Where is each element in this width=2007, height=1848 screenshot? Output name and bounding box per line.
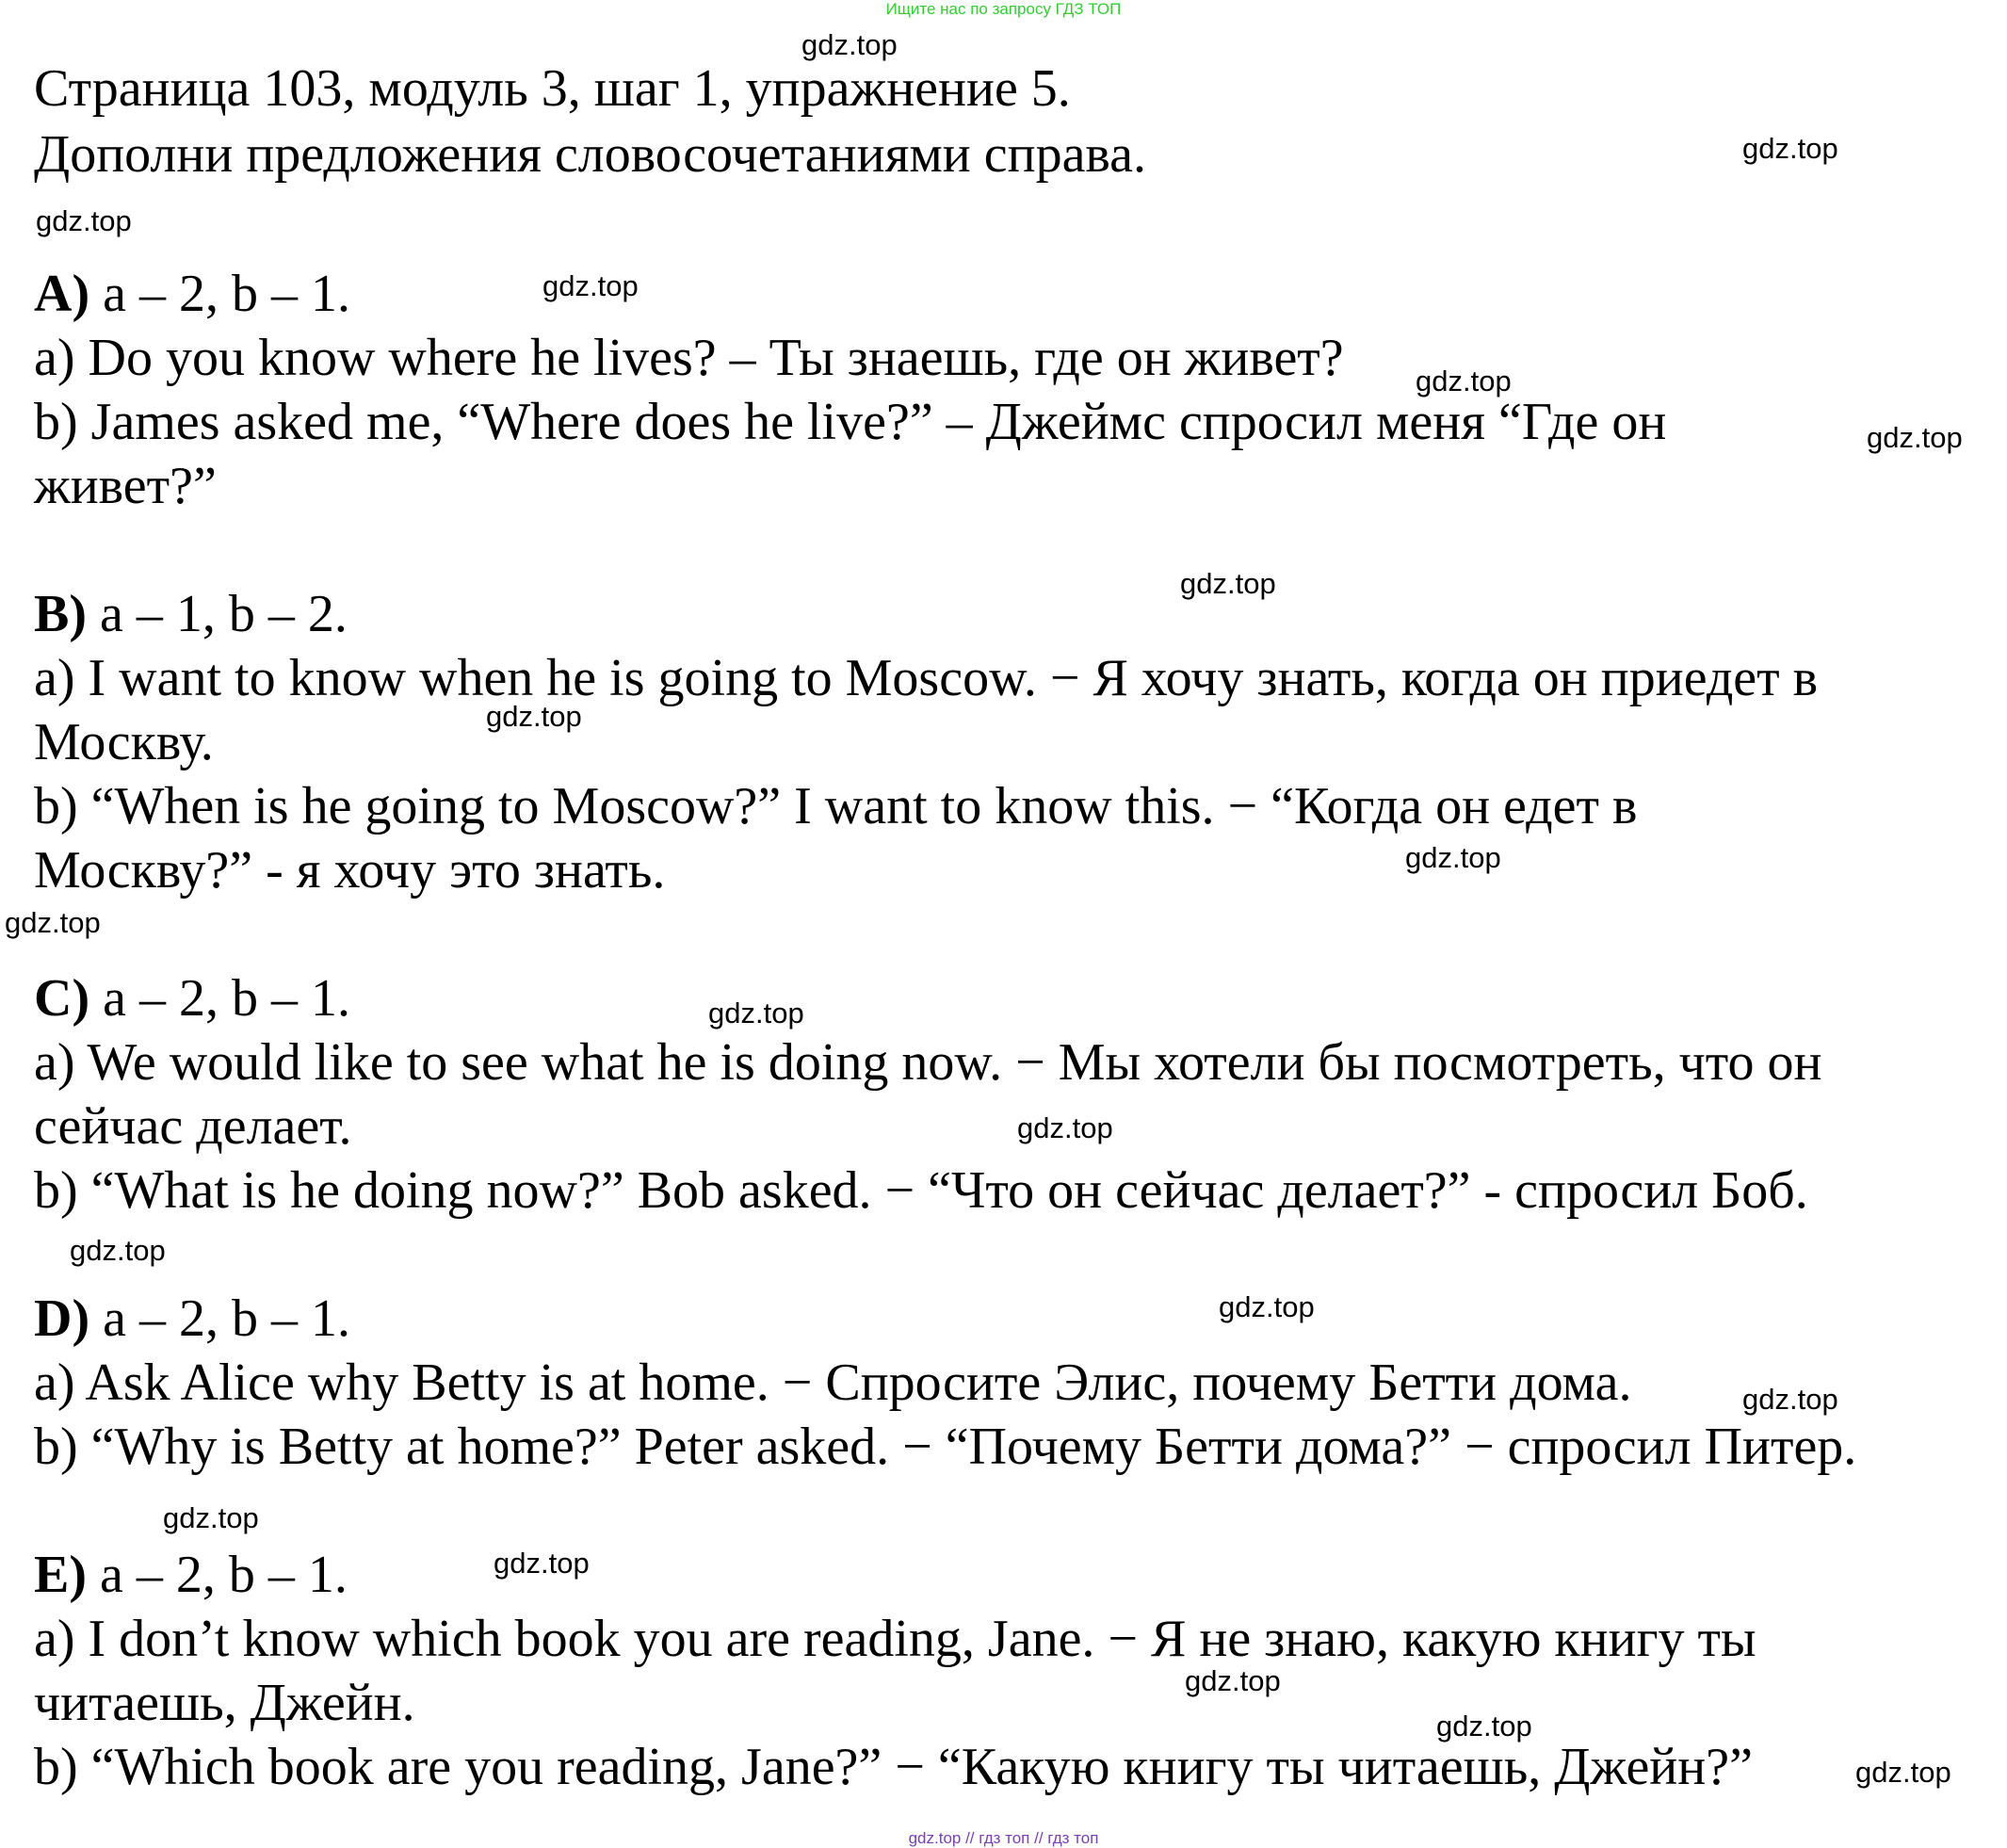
section-c-answer — [34, 968, 350, 1029]
watermark: gdz.top — [1867, 421, 1963, 454]
answer-key: a – 2, b – 1. — [103, 265, 350, 323]
section-line: b) “When is he going to Moscow?” I want to know this. − “Когда он едет в — [34, 777, 1638, 835]
section-line: Москву?” - я хочу это знать. — [34, 841, 666, 900]
bottom-banner: gdz.top // гдз топ // гдз топ — [908, 1829, 1099, 1847]
section-line: Москву. — [34, 713, 214, 771]
page-title: Страница 103, модуль 3, шаг 1, упражнение 5. — [34, 59, 1071, 118]
section-line: a) Ask Alice why Betty is at home. − Спросите Элис, почему Бетти дома. — [34, 1354, 1632, 1412]
section-line: b) “Which book are you reading, Jane?” − “Какую книгу ты читаешь, Джейн?” — [34, 1738, 1753, 1796]
section-line: a) I don’t know which book you are reading, Jane. − Я не знаю, какую книгу ты — [34, 1610, 1756, 1668]
section-letter: E) — [34, 1546, 87, 1604]
section-line: a) We would like to see what he is doing now. − Мы хотели бы посмотреть, что он — [34, 1033, 1822, 1092]
watermark: gdz.top — [542, 269, 639, 302]
answer-key: a – 2, b – 1. — [103, 969, 350, 1028]
watermark: gdz.top — [801, 28, 898, 61]
section-letter: B) — [34, 585, 87, 643]
watermark: gdz.top — [1436, 1710, 1532, 1743]
watermark: gdz.top — [1416, 365, 1512, 397]
watermark: gdz.top — [1742, 132, 1838, 165]
watermark: gdz.top — [163, 1501, 259, 1534]
section-line: читаешь, Джейн. — [34, 1674, 415, 1732]
watermark: gdz.top — [1219, 1290, 1315, 1323]
section-e-answer — [34, 1545, 348, 1605]
section-line: b) “Why is Betty at home?” Peter asked. − “Почему Бетти дома?” − спросил Питер. — [34, 1418, 1857, 1476]
section-line: a) Do you know where he lives? – Ты знаешь, где он живет? — [34, 329, 1344, 387]
section-line: живет?” — [34, 457, 217, 515]
section-line: a) I want to know when he is going to Moscow. − Я хочу знать, когда он приедет в — [34, 649, 1819, 707]
watermark: gdz.top — [1855, 1756, 1951, 1789]
watermark: gdz.top — [1180, 567, 1276, 600]
watermark: gdz.top — [1405, 841, 1501, 874]
section-line: сейчас делает. — [34, 1097, 352, 1156]
watermark: gdz.top — [494, 1547, 590, 1580]
answer-key: a – 1, b – 2. — [100, 585, 348, 643]
section-line: b) “What is he doing now?” Bob asked. − “Что он сейчас делает?” - спросил Боб. — [34, 1161, 1808, 1220]
section-a-answer — [34, 264, 350, 324]
watermark: gdz.top — [70, 1234, 166, 1267]
section-letter: A) — [34, 265, 90, 323]
section-line: b) James asked me, “Where does he live?” – Джеймс спросил меня “Где он — [34, 393, 1667, 451]
section-b-answer — [34, 584, 348, 644]
watermark: gdz.top — [1742, 1383, 1838, 1416]
watermark: gdz.top — [36, 204, 132, 237]
top-banner: Ищите нас по запросу ГДЗ ТОП — [885, 0, 1122, 18]
section-d-answer — [34, 1289, 350, 1349]
answer-key: a – 2, b – 1. — [103, 1289, 350, 1348]
section-letter: C) — [34, 969, 90, 1028]
section-letter: D) — [34, 1289, 90, 1348]
watermark: gdz.top — [1185, 1664, 1281, 1697]
answer-key: a – 2, b – 1. — [100, 1546, 348, 1604]
watermark: gdz.top — [486, 700, 582, 733]
watermark: gdz.top — [5, 906, 101, 939]
instruction: Дополни предложения словосочетаниями справа. — [34, 125, 1146, 184]
watermark: gdz.top — [708, 997, 804, 1029]
watermark: gdz.top — [1017, 1111, 1113, 1144]
